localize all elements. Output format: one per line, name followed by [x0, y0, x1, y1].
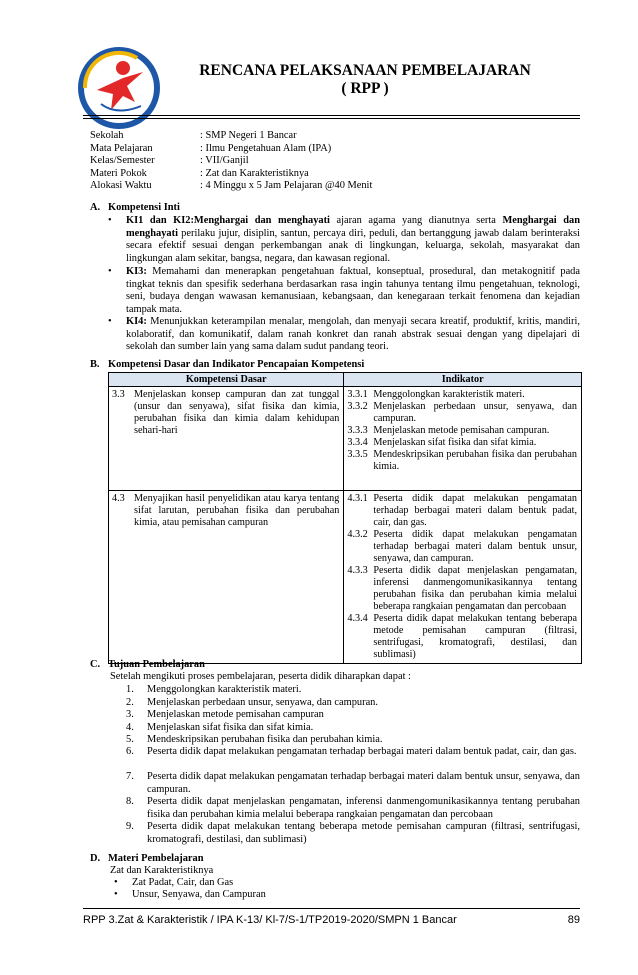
indicator-number: 3.3.2	[347, 401, 368, 412]
objective-number: 2.	[126, 697, 134, 708]
ki4-item	[108, 316, 580, 354]
identity-block	[90, 130, 372, 193]
identity-value: : VII/Ganjil	[200, 155, 249, 167]
kd-text: Menjelaskan konsep campuran dan zat tunggal (unsur dan senyawa), sifat fisika dan kimia, perubahan fisika dan kimia dalam kehidupan sehari-hari	[134, 389, 340, 436]
objective-item	[126, 796, 580, 821]
title-line-1: RENCANA PELAKSANAAN PEMBELAJARAN	[199, 62, 531, 79]
objective-text: Menjelaskan sifat fisika dan sifat kimia.	[147, 722, 314, 733]
section-d-heading	[90, 853, 204, 866]
objective-number: 9.	[126, 821, 134, 832]
footer-text: RPP 3.Zat & Karakteristik / IPA K-13/ Kl-7/S-1/TP2019-2020/SMPN 1 Bancar	[83, 914, 457, 926]
indicator-text: Mendeskripsikan perubahan fisika dan perubahan kimia.	[373, 449, 577, 472]
objective-number: 3.	[126, 709, 134, 720]
indicator-item	[347, 493, 577, 529]
column-header: Kompetensi Dasar	[109, 373, 344, 387]
indicator-number: 3.3.1	[347, 389, 368, 400]
indicator-text: Peserta didik dapat melakukan tentang beberapa metode pemisahan campuran (filtrasi, sentrifugasi, kromatografi, destilasi, dan sublimasi)	[373, 613, 577, 660]
indicator-item	[347, 449, 577, 473]
table-row	[109, 491, 582, 664]
ki1-item	[108, 215, 580, 265]
table-header-row	[109, 373, 582, 387]
ki-bold: Menghargai dan menghayati	[126, 215, 580, 239]
objective-item	[126, 771, 580, 796]
page-footer	[83, 908, 580, 926]
identity-value: : Zat dan Karakteristiknya	[200, 167, 309, 179]
identity-value: : Ilmu Pengetahuan Alam (IPA)	[200, 142, 332, 154]
indicator-item	[347, 437, 577, 449]
bullet-icon: •	[108, 215, 112, 226]
objective-text: Menjelaskan metode pemisahan campuran	[147, 709, 324, 720]
objective-number: 6.	[126, 746, 134, 757]
indicator-number: 4.3.4	[347, 613, 368, 624]
identity-value: : 4 Minggu x 5 Jam Pelajaran @40 Menit	[200, 180, 373, 192]
objective-item	[126, 821, 580, 846]
indicator-item	[347, 425, 577, 437]
indicator-number: 4.3.1	[347, 493, 368, 504]
section-title: Materi Pembelajaran	[108, 853, 204, 864]
section-number: A.	[90, 202, 101, 213]
identity-row	[90, 180, 372, 193]
identity-key: Materi Pokok	[90, 167, 147, 179]
objective-item	[126, 734, 580, 747]
indicator-text: Peserta didik dapat melakukan pengamatan terhadap berbagai materi dalam bentuk padat, cair, dan gas.	[373, 493, 577, 528]
identity-row	[90, 130, 372, 143]
identity-key: Alokasi Waktu	[90, 180, 152, 192]
identity-row	[90, 155, 372, 168]
objective-text: Mendeskripsikan perubahan fisika dan perubahan kimia.	[147, 734, 383, 745]
indicator-text: Menjelaskan perbedaan unsur, senyawa, dan campuran.	[373, 401, 577, 424]
ki-text: Menunjukkan keterampilan menalar, mengolah, dan menyaji secara kreatif, produktif, kritis, mandiri, kolaboratif, dan komunikatif, dalam ranah konkret dan ranah abstrak sesuai dengan yang dipelajari di sekolah dan sumber lain yang sama dalam sudut pandang teori.	[126, 316, 580, 353]
section-c-heading	[90, 659, 205, 672]
table-row	[109, 387, 582, 491]
objective-number: 7.	[126, 771, 134, 782]
indicator-cell	[344, 491, 582, 664]
identity-row	[90, 143, 372, 156]
indicator-number: 3.3.4	[347, 437, 368, 448]
ki-label: KI1 dan KI2:	[126, 215, 194, 226]
bullet-icon: •	[108, 266, 112, 277]
competency-table	[108, 372, 582, 664]
identity-key: Mata Pelajaran	[90, 142, 153, 154]
bullet-icon: •	[114, 877, 118, 888]
material-item	[114, 877, 233, 890]
indicator-text: Menggolongkan karakteristik materi.	[373, 389, 525, 400]
header-rule-thin	[83, 118, 580, 119]
objective-number: 5.	[126, 734, 134, 745]
objectives-intro: Setelah mengikuti proses pembelajaran, peserta didik diharapkan dapat :	[110, 671, 411, 682]
section-title: Kompetensi Inti	[108, 202, 180, 213]
section-a-heading	[90, 202, 180, 215]
indicator-item	[347, 401, 577, 425]
kd-number: 4.3	[112, 493, 125, 504]
indicator-text: Peserta didik dapat menjelaskan pengamatan, inferensi danmengomunikasikannya tentang perubahan fisika dan perubahan kimia melalui beberapa rangkaian pengamatan dan percobaan	[373, 565, 577, 612]
indicator-number: 3.3.5	[347, 449, 368, 460]
indicator-item	[347, 529, 577, 565]
section-number: B.	[90, 359, 100, 370]
objective-item	[126, 709, 580, 722]
ki-label: KI3:	[126, 266, 147, 277]
indicator-text: Peserta didik dapat melakukan pengamatan terhadap berbagai materi dalam bentuk unsur, senyawa, dan campuran.	[373, 529, 577, 564]
ki3-item	[108, 266, 580, 316]
bullet-icon: •	[114, 889, 118, 900]
material-subtitle: Zat dan Karakteristiknya	[110, 865, 214, 876]
kd-text: Menyajikan hasil penyelidikan atau karya tentang sifat larutan, perubahan fisika dan perubahan kimia, atau pemisahan campuran	[134, 493, 340, 528]
indicator-text: Menjelaskan sifat fisika dan sifat kimia.	[373, 437, 537, 448]
section-title: Tujuan Pembelajaran	[108, 659, 205, 670]
ki-bold: Menghargai dan menghayati	[193, 215, 330, 226]
header-rule	[83, 115, 580, 116]
identity-row	[90, 168, 372, 181]
page-number: 89	[567, 914, 580, 926]
objective-item	[126, 684, 580, 697]
identity-key: Kelas/Semester	[90, 155, 155, 167]
material-item	[114, 889, 266, 902]
objective-text: Peserta didik dapat menjelaskan pengamatan, inferensi danmengomunikasikannya tentang perubahan fisika dan perubahan kimia melalui beberapa rangkaian pengamatan dan percobaan	[147, 796, 580, 820]
objective-text: Menggolongkan karakteristik materi.	[147, 684, 302, 695]
indicator-number: 4.3.2	[347, 529, 368, 540]
section-title: Kompetensi Dasar dan Indikator Pencapaian Kompetensi	[108, 359, 365, 370]
ki-text: Memahami dan menerapkan pengetahuan faktual, konseptual, prosedural, dan metakognitif pada tingkat teknis dan spesifik sederhana berdasarkan rasa ingin tahunya tentang ilmu pengetahuan, teknologi, seni, budaya dengan wawasan kemanusiaan, kebangsaan, dan kenegaraan terkait fenomena dan kejadian tampak mata.	[126, 266, 580, 315]
section-b-heading	[90, 359, 364, 372]
material-text: Zat Padat, Cair, dan Gas	[132, 877, 234, 888]
material-text: Unsur, Senyawa, dan Campuran	[132, 889, 266, 900]
identity-key: Sekolah	[90, 130, 124, 141]
section-number: C.	[90, 659, 101, 670]
indicator-number: 4.3.3	[347, 565, 368, 576]
objective-item	[126, 697, 580, 710]
objective-text: Menjelaskan perbedaan unsur, senyawa, dan campuran.	[147, 697, 378, 708]
document-title	[170, 62, 560, 98]
objective-text: Peserta didik dapat melakukan pengamatan terhadap berbagai materi dalam bentuk unsur, senyawa, dan campuran.	[147, 771, 580, 795]
indicator-number: 3.3.3	[347, 425, 368, 436]
indicator-item	[347, 613, 577, 661]
section-number: D.	[90, 853, 101, 864]
objective-text: Peserta didik dapat melakukan tentang beberapa metode pemisahan campuran (filtrasi, sentrifugasi, kromatografi, destilasi, dan sublimasi)	[147, 821, 580, 845]
ki-label: KI4:	[126, 316, 147, 327]
indicator-cell	[344, 387, 582, 491]
ki-text: ajaran agama yang dianutnya serta	[329, 215, 503, 226]
kd-number: 3.3	[112, 389, 125, 400]
objective-number: 8.	[126, 796, 134, 807]
title-line-2: ( RPP )	[341, 80, 389, 97]
indicator-item	[347, 389, 577, 401]
objective-number: 4.	[126, 722, 134, 733]
objective-item	[126, 722, 580, 735]
objective-number: 1.	[126, 684, 134, 695]
objective-item	[126, 746, 580, 759]
indicator-item	[347, 565, 577, 613]
ki-text: perilaku jujur, disiplin, santun, percaya diri, peduli, dan bertanggung jawab dalam berinteraksi secara efektif sesuai dengan perkembangan anak di lingkungan, keluarga, sekolah, masyarakat dan lingkungan alam sekitar, bangsa, negara, dan kawasan regional.	[126, 227, 580, 264]
kd-cell	[109, 491, 344, 664]
column-header: Indikator	[344, 373, 582, 387]
bullet-icon: •	[108, 316, 112, 327]
objective-text: Peserta didik dapat melakukan pengamatan terhadap berbagai materi dalam bentuk padat, cair, dan gas.	[147, 746, 577, 757]
identity-value: : SMP Negeri 1 Bancar	[200, 130, 297, 141]
indicator-text: Menjelaskan metode pemisahan campuran.	[373, 425, 550, 436]
kd-cell	[109, 387, 344, 491]
